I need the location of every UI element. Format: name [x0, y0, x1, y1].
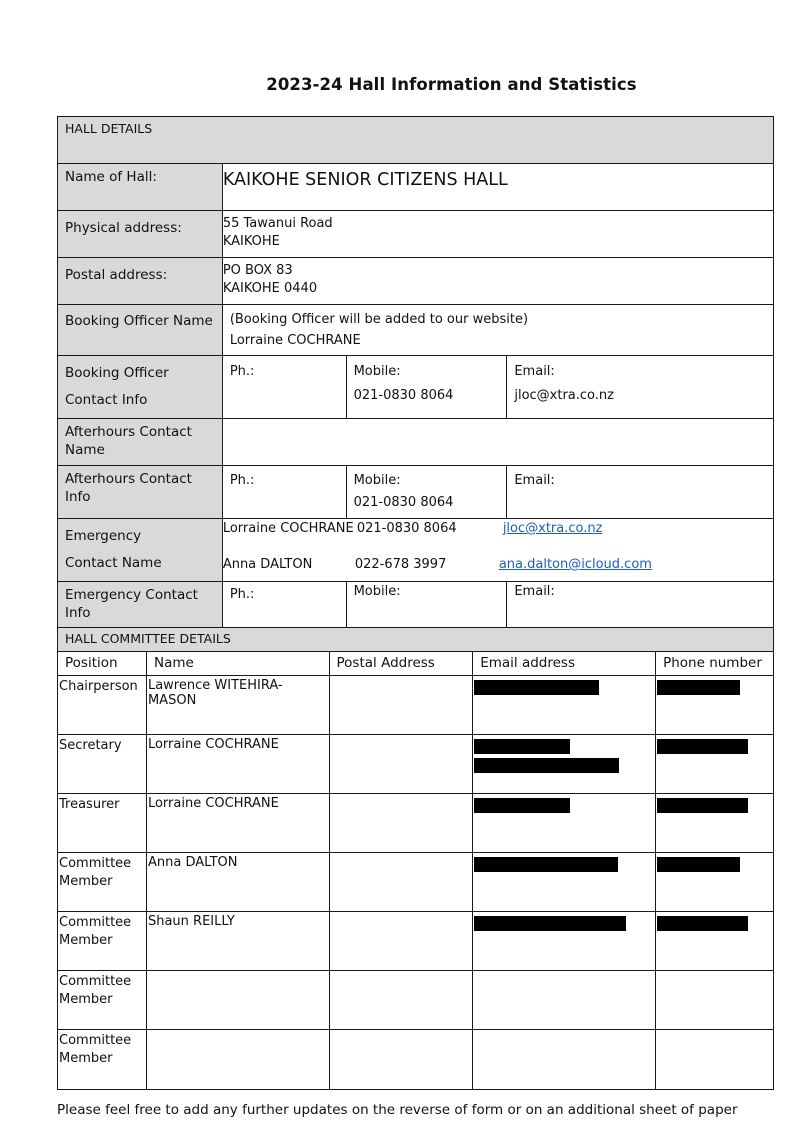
- mobile-label: Mobile:: [353, 473, 401, 488]
- booking-email-field[interactable]: [507, 356, 774, 419]
- emergency-contact-phone: 022-678 3997: [354, 557, 447, 572]
- afterhours-contact-name-field[interactable]: [222, 419, 773, 466]
- phone-cell[interactable]: [656, 912, 774, 971]
- hall-details-table: [57, 116, 774, 629]
- table-row: [58, 1030, 774, 1090]
- position-line: Member: [59, 874, 113, 889]
- position-line: Secretary: [59, 738, 122, 753]
- position-line: Treasurer: [59, 797, 120, 812]
- position-cell[interactable]: [58, 735, 147, 794]
- table-row: [58, 853, 774, 912]
- email-cell[interactable]: [473, 853, 656, 912]
- afterhours-contact-name-label: Afterhours Contact Name: [58, 419, 223, 466]
- column-header-email-address: Email address: [473, 652, 656, 676]
- email-value: jloc@xtra.co.nz: [514, 388, 614, 403]
- postal-address-cell[interactable]: [329, 971, 473, 1030]
- booking-ph-field[interactable]: [222, 356, 346, 419]
- postal-address-line: KAIKOHE 0440: [222, 281, 318, 296]
- name-cell[interactable]: [146, 971, 329, 1030]
- committee-details-header: [58, 628, 774, 652]
- hall-details-header: [58, 117, 774, 164]
- position-cell[interactable]: [58, 912, 147, 971]
- phone-cell[interactable]: [656, 1030, 774, 1090]
- mobile-label: Mobile:: [353, 584, 401, 599]
- position-line: Member: [59, 1051, 113, 1066]
- emergency-contact-name: Anna DALTON: [222, 557, 313, 572]
- emergency-ph-field[interactable]: [222, 582, 346, 629]
- afterhours-mobile-field[interactable]: [346, 466, 507, 519]
- footer-note: Please feel free to add any further updates on the reverse of form or on an additional sheet of paper: [57, 1102, 738, 1118]
- mobile-value: 021-0830 8064: [353, 388, 454, 403]
- booking-officer-name-value: Lorraine COCHRANE: [229, 333, 361, 348]
- label-line: Booking Officer: [65, 365, 169, 381]
- name-cell[interactable]: [146, 1030, 329, 1090]
- column-header-postal-address: Postal Address: [329, 652, 473, 676]
- redacted-block: [474, 739, 570, 754]
- phone-cell[interactable]: [656, 853, 774, 912]
- emergency-contact-name-field[interactable]: [222, 519, 773, 582]
- physical-address-label: Physical address:: [58, 211, 223, 258]
- redacted-block: [474, 857, 618, 872]
- email-cell[interactable]: [473, 794, 656, 853]
- emergency-mobile-field[interactable]: [346, 582, 507, 629]
- table-row: [58, 912, 774, 971]
- position-line: Committee: [59, 856, 132, 871]
- table-row: [58, 794, 774, 853]
- committee-details-table: [57, 627, 774, 1090]
- postal-address-line: PO BOX 83: [222, 263, 293, 278]
- column-header-name: Name: [146, 652, 329, 676]
- email-cell[interactable]: [473, 912, 656, 971]
- position-line: Committee: [59, 974, 132, 989]
- physical-address-line: KAIKOHE: [222, 234, 280, 249]
- emergency-contact-info-label: Emergency Contact Info: [58, 582, 223, 629]
- booking-officer-note: (Booking Officer will be added to our website): [229, 312, 529, 327]
- position-cell[interactable]: [58, 1030, 147, 1090]
- afterhours-ph-field[interactable]: [222, 466, 346, 519]
- email-cell[interactable]: [473, 676, 656, 735]
- redacted-block: [474, 758, 619, 773]
- redacted-block: [474, 798, 570, 813]
- email-cell[interactable]: [473, 971, 656, 1030]
- postal-address-field[interactable]: [222, 258, 773, 305]
- redacted-block: [657, 916, 748, 931]
- position-cell[interactable]: [58, 676, 147, 735]
- mobile-label: Mobile:: [353, 364, 401, 379]
- section-header-label: HALL COMMITTEE DETAILS: [65, 631, 231, 646]
- booking-officer-contact-label: [58, 356, 223, 419]
- redacted-block: [657, 798, 748, 813]
- page-title: 2023-24 Hall Information and Statistics: [266, 75, 637, 94]
- redacted-block: [657, 857, 740, 872]
- name-cell[interactable]: Anna DALTON: [146, 853, 329, 912]
- physical-address-line: 55 Tawanui Road: [222, 216, 333, 231]
- redacted-block: [657, 680, 740, 695]
- postal-address-cell[interactable]: [329, 735, 473, 794]
- booking-officer-name-label: Booking Officer Name: [58, 305, 223, 356]
- postal-address-cell[interactable]: [329, 676, 473, 735]
- phone-cell[interactable]: [656, 735, 774, 794]
- afterhours-contact-info-label: Afterhours Contact Info: [58, 466, 223, 519]
- label-line: Contact Info: [65, 392, 148, 408]
- name-cell[interactable]: Lorraine COCHRANE: [146, 735, 329, 794]
- position-line: Committee: [59, 915, 132, 930]
- hall-name-field[interactable]: KAIKOHE SENIOR CITIZENS HALL: [222, 164, 773, 211]
- redacted-block: [474, 680, 599, 695]
- emergency-contact-email-link[interactable]: jloc@xtra.co.nz: [502, 521, 603, 536]
- ph-label: Ph.:: [229, 587, 255, 602]
- position-line: Member: [59, 933, 113, 948]
- label-line: Emergency: [65, 528, 142, 544]
- table-row: [58, 735, 774, 794]
- emergency-contact-email-link[interactable]: ana.dalton@icloud.com: [498, 557, 652, 572]
- booking-mobile-field[interactable]: [346, 356, 507, 419]
- name-of-hall-label: Name of Hall:: [58, 164, 223, 211]
- column-header-phone-number: Phone number: [656, 652, 774, 676]
- emergency-email-field[interactable]: [507, 582, 774, 629]
- emergency-contact-phone: 021-0830 8064: [356, 521, 457, 536]
- postal-address-label: Postal address:: [58, 258, 223, 305]
- name-cell[interactable]: Lawrence WITEHIRA-MASON: [146, 676, 329, 735]
- email-cell[interactable]: [473, 735, 656, 794]
- booking-officer-name-field[interactable]: [222, 305, 773, 356]
- postal-address-cell[interactable]: [329, 853, 473, 912]
- phone-cell[interactable]: [656, 971, 774, 1030]
- email-label: Email:: [514, 473, 555, 488]
- name-cell[interactable]: Lorraine COCHRANE: [146, 794, 329, 853]
- email-cell[interactable]: [473, 1030, 656, 1090]
- postal-address-cell[interactable]: [329, 794, 473, 853]
- column-header-position: Position: [58, 652, 147, 676]
- ph-label: Ph.:: [229, 473, 255, 488]
- position-line: Committee: [59, 1033, 132, 1048]
- ph-label: Ph.:: [229, 364, 255, 379]
- postal-address-cell[interactable]: [329, 912, 473, 971]
- email-label: Email:: [514, 364, 555, 379]
- position-cell[interactable]: [58, 971, 147, 1030]
- table-row: [58, 971, 774, 1030]
- mobile-value: 021-0830 8064: [353, 495, 454, 510]
- position-line: Chairperson: [59, 679, 138, 694]
- label-line: Contact Name: [65, 555, 162, 571]
- redacted-block: [657, 739, 748, 754]
- position-line: Member: [59, 992, 113, 1007]
- emergency-contact-name-label: [58, 519, 223, 582]
- postal-address-cell[interactable]: [329, 1030, 473, 1090]
- email-label: Email:: [514, 584, 555, 599]
- emergency-contact-name: Lorraine COCHRANE: [222, 521, 354, 536]
- position-cell[interactable]: [58, 853, 147, 912]
- physical-address-field[interactable]: [222, 211, 773, 258]
- section-header-label: HALL DETAILS: [65, 121, 153, 136]
- name-cell[interactable]: Shaun REILLY: [146, 912, 329, 971]
- redacted-block: [474, 916, 626, 931]
- table-row: [58, 676, 774, 735]
- phone-cell[interactable]: [656, 794, 774, 853]
- afterhours-email-field[interactable]: [507, 466, 774, 519]
- position-cell[interactable]: [58, 794, 147, 853]
- phone-cell[interactable]: [656, 676, 774, 735]
